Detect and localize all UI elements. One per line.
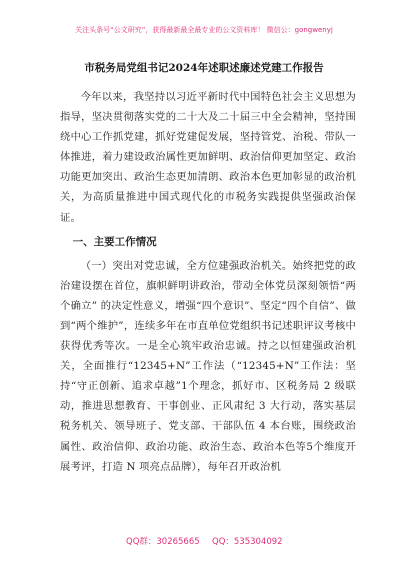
document-title: 市税务局党组书记2024年述职述廉述党建工作报告 [84, 62, 324, 74]
document-body [60, 87, 356, 477]
header-banner: 关注头条号“公文研究”，获得最新最全最专业的公文资料库！ 微信公：gongwenyj [75, 26, 333, 34]
section-heading: 一、主要工作情况 [72, 235, 157, 248]
qq-number: QQ：535304092 [212, 537, 283, 547]
intro-paragraph: 今年以来，我坚持以习近平新时代中国特色社会主义思想为指导，坚决贯彻落实党的二十大及二十届三中全会精神，坚持围绕中心工作抓党建，抓好党建促发展，坚持管党、治税、带队一体推进，着力建设政治属性更加鲜明、政治信仰更加坚定、政治功能更加突出、政治生态更加清朗、政治本色更加彰显的政治机关，为高质量推进中国式现代化的市税务实践提供坚强政治保证。 [60, 91, 356, 224]
qq-group-number: QQ群：30265665 [126, 537, 200, 547]
section-paragraph: （一）突出对党忠诚，全方位建强政治机关。始终把党的政治建设摆在首位，旗帜鲜明讲政治，带动全体党员深刻领悟“两个确立” 的决定性意义，增强“四个意识”、坚定“四个自信”、做到“两个维护”，连续多年在市直单位党组织书记述职评议考核中获得优秀等次。一是全心筑牢政治忠诚。持之以恒建强政治机关，全面推行“12345+N”工作法（“12345+N”工作法：坚持“守正创新、追求卓越”1个理念，抓好市、区税务局 2 级联动，推进思想教育、干事创业、正风肃纪 3 大行动，落实基层税务机关、领导班子、党支部、干部队伍 4 本台账，围绕政治属性、政治信仰、政治功能、政治生态、政治本色等5个维度开展考评，打造 N 项亮点品牌），每年召开政治机 [60, 259, 356, 473]
